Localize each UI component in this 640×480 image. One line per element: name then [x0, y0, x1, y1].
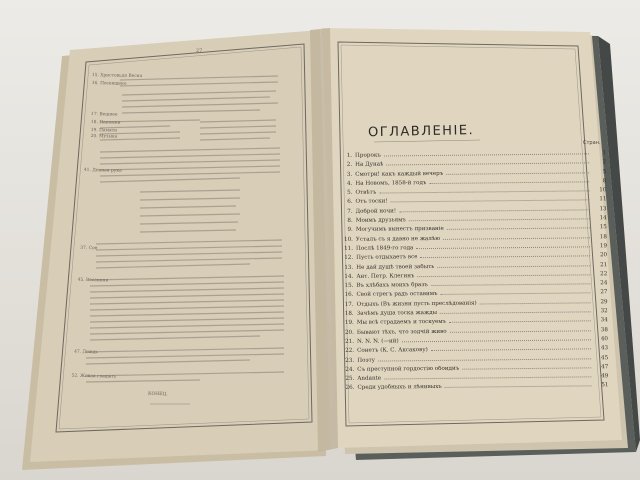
toc-entry-page: 47 — [601, 363, 609, 371]
toc-entry-page: 14 — [599, 215, 607, 222]
toc-entry-number: 1. — [346, 152, 353, 159]
toc-leader-dots — [431, 279, 590, 286]
toc-entry-number: 7. — [347, 208, 353, 215]
toc-entry-page: 20 — [599, 252, 608, 259]
toc-entry-page: 40 — [600, 336, 609, 343]
toc-entry-number: 11. — [344, 245, 354, 252]
toc-leader-dots — [429, 177, 589, 184]
toc-entry-title: Пусть отдыхаетъ все — [356, 254, 418, 262]
toc-entry-page: 49 — [601, 373, 609, 380]
toc-leader-dots — [437, 261, 590, 268]
note-line: 19. Памяти — [90, 128, 118, 134]
toc-entry-page: 45 — [601, 354, 609, 361]
note-line: 20. Музыка — [90, 134, 118, 140]
note-line: 15. Христовьдя Весна — [91, 73, 143, 80]
toc-entry-page: 32 — [600, 308, 608, 315]
toc-entry-page: 1 — [602, 150, 607, 157]
table-of-contents — [336, 149, 609, 394]
note-line: 37. Сон — [80, 245, 98, 252]
toc-entry-title: Andante — [357, 375, 382, 382]
note-line: 41. Дивная рука — [83, 167, 122, 174]
toc-entry-title: Мы всѣ страдаемъ и тоскуемъ — [356, 319, 447, 327]
toc-entry-title: На Дунаѣ — [355, 161, 384, 169]
toc-entry-page: 21 — [600, 261, 608, 268]
toc-entry-title: Смотри! какъ каждый вечеръ — [355, 170, 444, 178]
toc-entry-number: 10. — [343, 236, 353, 243]
toc-entry-number: 13. — [344, 264, 354, 271]
toc-entry-title: Поэту — [357, 357, 375, 364]
toc-entry-page: 5 — [602, 168, 607, 175]
toc-entry-title: Могучимъ вынестъ призваніе — [355, 226, 444, 234]
toc-entry-title: Съ преступной гордостію обоидиъ — [357, 365, 460, 373]
toc-entry-number: 15. — [344, 282, 354, 290]
toc-entry-number: 4. — [346, 180, 353, 187]
note-line: 18. Напомни — [90, 120, 121, 126]
toc-entry-number: 3. — [346, 171, 353, 178]
toc-leader-dots — [417, 270, 590, 277]
toc-entry-number: 21. — [345, 338, 355, 345]
toc-entry-number: 9. — [347, 227, 353, 234]
toc-entry-title: Моимъ друзьямъ — [355, 217, 407, 224]
toc-entry-title: Доброй ночи! — [355, 208, 397, 215]
toc-entry-page: 10 — [599, 187, 607, 194]
toc-leader-dots — [416, 242, 590, 249]
toc-entry-title: Отдыхъ (Въ жизни пусть преслѣдованія) — [356, 300, 477, 308]
toc-title: ОГЛАВЛЕНІЕ. — [367, 123, 475, 141]
toc-entry-number: 23. — [345, 357, 355, 364]
toc-leader-dots — [440, 307, 591, 314]
toc-entry-page: 19 — [599, 243, 608, 250]
toc-entry-title: Усталъ съ я давно не жалѣю — [355, 235, 441, 243]
toc-leader-dots — [447, 224, 590, 230]
toc-entry-number: 18. — [344, 310, 354, 317]
toc-leader-dots — [384, 149, 589, 156]
toc-leader-dots — [379, 187, 589, 194]
toc-leader-dots — [402, 335, 591, 342]
toc-entry-number: 25. — [345, 375, 355, 383]
toc-entry-title: Отъ тоски! — [355, 198, 388, 206]
toc-entry-title: На Новомъ, 1858-й годъ — [355, 179, 427, 187]
toc-leader-dots — [449, 317, 591, 323]
toc-leader-dots — [462, 363, 591, 369]
note-line: 16. Посвящено — [91, 81, 127, 87]
note-line: 45. Весенняя — [77, 277, 109, 284]
toc-leader-dots — [420, 252, 590, 259]
toc-leader-dots — [443, 233, 590, 240]
toc-entry-number: 12. — [344, 255, 354, 262]
toc-entry-title: Пророкъ — [355, 152, 381, 159]
toc-entry-page: 18 — [599, 233, 607, 240]
toc-entry-page: 11 — [599, 196, 607, 203]
toc-entry-title: Въ хлѣбахъ моихъ бразъ — [356, 282, 428, 289]
note-line: 52. Живая глашать — [71, 373, 117, 380]
toc-leader-dots — [399, 205, 590, 212]
toc-entry-number: 20. — [344, 329, 354, 336]
toc-entry-page: 43 — [600, 345, 609, 352]
toc-entry-page: 15 — [599, 224, 607, 231]
toc-leader-dots — [409, 214, 590, 221]
left-page-number: 27 — [196, 48, 203, 54]
toc-entry-page: 27 — [600, 289, 608, 296]
ending-word: КОНЕЦ. — [147, 391, 168, 398]
toc-entry-page: 22 — [600, 271, 608, 278]
toc-entry-page: 34 — [600, 317, 608, 324]
toc-entry-page: 24 — [600, 280, 608, 287]
toc-entry-title: Среди удобныхъ и лѣнивыхъ — [357, 384, 442, 392]
note-line: 47. Дождь — [74, 349, 98, 356]
toc-leader-dots — [445, 382, 592, 389]
toc-entry-number: 6. — [347, 199, 353, 206]
toc-entry-page: 29 — [600, 298, 608, 305]
toc-leader-dots — [431, 345, 591, 352]
toc-entry-title: Отвѣтъ — [355, 189, 377, 196]
toc-entry-number: 16. — [344, 292, 354, 299]
toc-entry-number: 24. — [345, 366, 355, 373]
toc-entry-title: Послѣ 1849-го года — [355, 245, 414, 252]
toc-entry-title: Бывают тѣхъ, что зодчій живо — [356, 328, 447, 336]
toc-entry-number: 2. — [346, 162, 353, 169]
toc-leader-dots — [378, 354, 591, 361]
toc-leader-dots — [391, 196, 590, 203]
toc-leader-dots — [446, 168, 589, 174]
toc-entry-number: 8. — [347, 217, 353, 224]
toc-leader-dots — [441, 289, 591, 296]
note-line: 17. Вешнее — [91, 112, 118, 118]
toc-entry-title: Сонетъ (К. С. Аксакову) — [357, 347, 428, 355]
toc-leader-dots — [480, 298, 591, 304]
toc-entry-number: 17. — [344, 301, 354, 308]
toc-entry-title: Ант. Петр. Клегинъ — [356, 273, 415, 280]
toc-entry-number: 14. — [344, 273, 354, 280]
toc-entry-title: Зачѣмъ душа тоска жажды — [356, 309, 438, 317]
toc-entry-title: Свой стрегъ радъ оставимъ — [356, 291, 438, 299]
toc-page-header: Стран. — [583, 140, 601, 146]
toc-entry-page: 51 — [601, 382, 609, 389]
toc-leader-dots — [386, 159, 589, 166]
toc-entry-page: 2 — [602, 159, 607, 166]
left-page — [30, 30, 330, 462]
toc-entry-title: Не дай душѣ твоей забыть — [356, 263, 435, 271]
toc-leader-dots — [384, 372, 591, 379]
toc-entry-page: 38 — [600, 326, 608, 333]
toc-entry-number: 22. — [345, 348, 355, 355]
toc-entry-page: 8 — [602, 178, 607, 185]
toc-entry-number: 26. — [345, 385, 355, 392]
toc-entry-page: 13 — [599, 205, 607, 213]
toc-leader-dots — [450, 326, 591, 332]
toc-entry-title: N. N. N. (—ий) — [356, 338, 399, 345]
toc-entry-number: 19. — [344, 320, 354, 327]
toc-entry-number: 5. — [347, 190, 353, 197]
